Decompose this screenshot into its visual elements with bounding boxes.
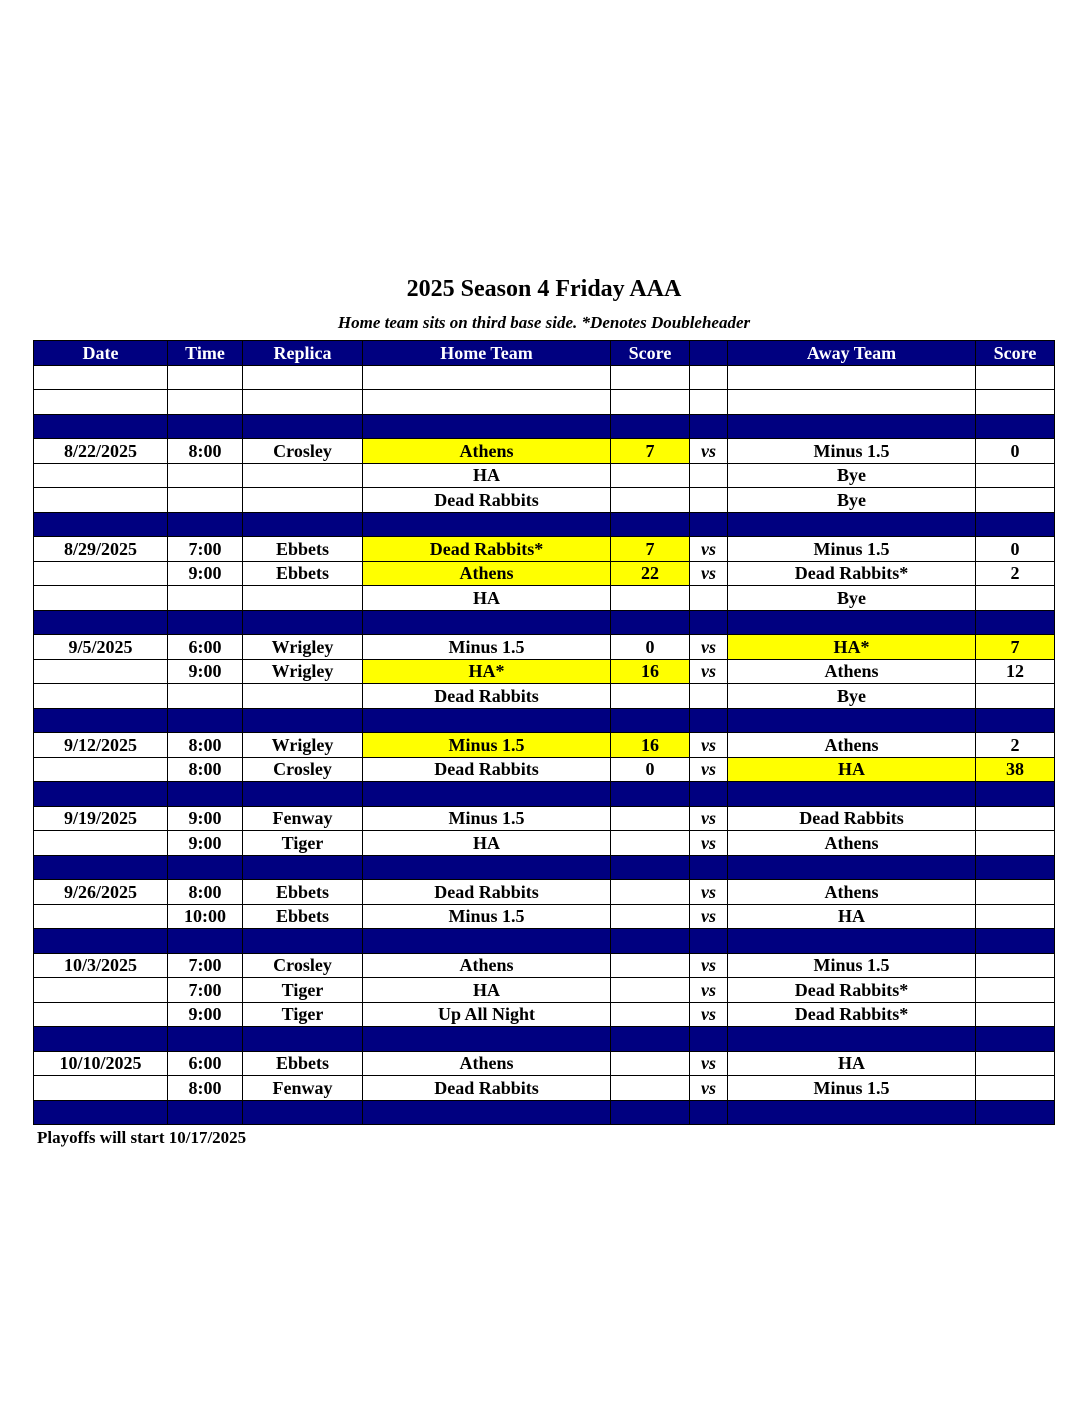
schedule-body — [34, 365, 1055, 1125]
cell-time: 7:00 — [168, 537, 243, 562]
cell-time: 6:00 — [168, 1051, 243, 1076]
cell-home-score — [611, 1051, 690, 1076]
cell-home-score — [611, 1076, 690, 1101]
cell-home-score — [611, 806, 690, 831]
cell-away-score — [976, 488, 1055, 513]
cell-away-team: HA — [728, 757, 976, 782]
separator-cell — [243, 610, 363, 635]
cell-away-team: Dead Rabbits — [728, 806, 976, 831]
cell-date — [34, 561, 168, 586]
cell-home-score — [611, 953, 690, 978]
cell-away-score: 7 — [976, 635, 1055, 660]
cell-replica — [243, 684, 363, 709]
separator-cell — [976, 1027, 1055, 1052]
cell-replica: Crosley — [243, 953, 363, 978]
cell-vs: vs — [690, 561, 728, 586]
separator-cell — [363, 855, 611, 880]
separator-cell — [728, 782, 976, 807]
separator-cell — [976, 782, 1055, 807]
cell-replica: Wrigley — [243, 659, 363, 684]
cell-home-team: Athens — [363, 439, 611, 464]
cell-vs: vs — [690, 1051, 728, 1076]
separator-cell — [34, 1027, 168, 1052]
cell-away-score — [976, 904, 1055, 929]
cell-vs: vs — [690, 1076, 728, 1101]
cell-home-team: Minus 1.5 — [363, 806, 611, 831]
cell-replica: Ebbets — [243, 880, 363, 905]
cell-home-team: Dead Rabbits — [363, 684, 611, 709]
header-date: Date — [34, 341, 168, 366]
cell-replica: Ebbets — [243, 537, 363, 562]
separator-row — [34, 855, 1055, 880]
table-row — [34, 390, 1055, 415]
cell-vs — [690, 586, 728, 611]
header-vs — [690, 341, 728, 366]
cell-home-team — [363, 390, 611, 415]
separator-cell — [976, 414, 1055, 439]
separator-cell — [690, 1027, 728, 1052]
cell-away-score — [976, 365, 1055, 390]
separator-cell — [363, 782, 611, 807]
cell-home-score — [611, 831, 690, 856]
header-home-score: Score — [611, 341, 690, 366]
cell-home-team: Minus 1.5 — [363, 733, 611, 758]
cell-home-team: Dead Rabbits — [363, 488, 611, 513]
cell-home-score: 16 — [611, 659, 690, 684]
separator-cell — [168, 782, 243, 807]
cell-date: 9/26/2025 — [34, 880, 168, 905]
cell-date: 9/19/2025 — [34, 806, 168, 831]
cell-vs — [690, 488, 728, 513]
cell-replica — [243, 365, 363, 390]
separator-cell — [611, 782, 690, 807]
cell-vs: vs — [690, 978, 728, 1003]
separator-cell — [363, 708, 611, 733]
cell-date: 10/3/2025 — [34, 953, 168, 978]
cell-away-team: Dead Rabbits* — [728, 978, 976, 1003]
separator-cell — [728, 855, 976, 880]
header-home-team: Home Team — [363, 341, 611, 366]
cell-date — [34, 904, 168, 929]
cell-home-score — [611, 880, 690, 905]
cell-away-team: Dead Rabbits* — [728, 561, 976, 586]
cell-date: 9/5/2025 — [34, 635, 168, 660]
separator-cell — [976, 512, 1055, 537]
cell-replica: Ebbets — [243, 904, 363, 929]
cell-replica — [243, 488, 363, 513]
cell-home-score — [611, 463, 690, 488]
cell-away-team: Minus 1.5 — [728, 953, 976, 978]
page-title: 2025 Season 4 Friday AAA — [406, 276, 682, 302]
cell-replica: Fenway — [243, 1076, 363, 1101]
cell-away-team: Athens — [728, 880, 976, 905]
cell-replica: Crosley — [243, 439, 363, 464]
cell-home-team: Athens — [363, 953, 611, 978]
separator-cell — [976, 929, 1055, 954]
table-row — [34, 659, 1055, 684]
page-subtitle: Home team sits on third base side. *Denotes Doubleheader — [337, 313, 751, 332]
header-replica: Replica — [243, 341, 363, 366]
separator-cell — [243, 1100, 363, 1125]
cell-home-team — [363, 365, 611, 390]
separator-cell — [34, 610, 168, 635]
separator-cell — [611, 929, 690, 954]
separator-cell — [363, 1100, 611, 1125]
separator-cell — [168, 1100, 243, 1125]
cell-home-team: HA — [363, 586, 611, 611]
separator-row — [34, 610, 1055, 635]
table-row — [34, 733, 1055, 758]
separator-cell — [728, 708, 976, 733]
cell-date: 9/12/2025 — [34, 733, 168, 758]
cell-home-score — [611, 365, 690, 390]
table-row — [34, 757, 1055, 782]
separator-cell — [168, 414, 243, 439]
separator-cell — [611, 708, 690, 733]
separator-cell — [363, 929, 611, 954]
cell-home-team: HA — [363, 978, 611, 1003]
cell-away-score: 0 — [976, 439, 1055, 464]
cell-vs — [690, 390, 728, 415]
separator-row — [34, 708, 1055, 733]
cell-home-score: 16 — [611, 733, 690, 758]
separator-cell — [690, 929, 728, 954]
cell-replica — [243, 586, 363, 611]
header-time: Time — [168, 341, 243, 366]
separator-cell — [690, 855, 728, 880]
cell-time: 8:00 — [168, 880, 243, 905]
separator-cell — [690, 512, 728, 537]
cell-away-score — [976, 953, 1055, 978]
separator-cell — [34, 1100, 168, 1125]
separator-cell — [690, 1100, 728, 1125]
separator-cell — [611, 1027, 690, 1052]
cell-vs — [690, 684, 728, 709]
separator-cell — [168, 512, 243, 537]
cell-away-team: Bye — [728, 463, 976, 488]
cell-away-team — [728, 365, 976, 390]
cell-home-team: HA — [363, 831, 611, 856]
cell-away-team: Bye — [728, 684, 976, 709]
cell-time: 8:00 — [168, 733, 243, 758]
cell-replica — [243, 463, 363, 488]
cell-time: 10:00 — [168, 904, 243, 929]
table-row — [34, 463, 1055, 488]
cell-home-score — [611, 1002, 690, 1027]
cell-away-score — [976, 831, 1055, 856]
header-row — [34, 341, 1055, 366]
cell-replica: Tiger — [243, 831, 363, 856]
cell-replica: Tiger — [243, 978, 363, 1003]
cell-away-team: Minus 1.5 — [728, 439, 976, 464]
cell-home-team: Athens — [363, 1051, 611, 1076]
cell-away-team: HA* — [728, 635, 976, 660]
cell-home-team: Minus 1.5 — [363, 635, 611, 660]
cell-date — [34, 978, 168, 1003]
cell-replica: Tiger — [243, 1002, 363, 1027]
separator-cell — [168, 1027, 243, 1052]
cell-date — [34, 1002, 168, 1027]
table-row — [34, 978, 1055, 1003]
cell-home-score: 7 — [611, 439, 690, 464]
separator-cell — [34, 855, 168, 880]
cell-home-score — [611, 684, 690, 709]
cell-home-score — [611, 978, 690, 1003]
separator-cell — [34, 782, 168, 807]
separator-cell — [690, 610, 728, 635]
table-row — [34, 806, 1055, 831]
separator-cell — [690, 708, 728, 733]
cell-replica: Crosley — [243, 757, 363, 782]
cell-away-score — [976, 390, 1055, 415]
cell-away-score — [976, 1002, 1055, 1027]
separator-cell — [243, 929, 363, 954]
separator-cell — [363, 414, 611, 439]
cell-time: 9:00 — [168, 831, 243, 856]
cell-home-score — [611, 488, 690, 513]
cell-replica: Wrigley — [243, 733, 363, 758]
separator-cell — [976, 708, 1055, 733]
table-row — [34, 831, 1055, 856]
table-row — [34, 1051, 1055, 1076]
cell-date — [34, 390, 168, 415]
cell-date — [34, 586, 168, 611]
cell-replica: Ebbets — [243, 561, 363, 586]
table-row — [34, 904, 1055, 929]
cell-vs: vs — [690, 659, 728, 684]
cell-away-score — [976, 1051, 1055, 1076]
cell-away-team: Athens — [728, 733, 976, 758]
cell-date — [34, 831, 168, 856]
table-row — [34, 488, 1055, 513]
cell-time — [168, 390, 243, 415]
cell-time — [168, 488, 243, 513]
cell-home-team: Dead Rabbits — [363, 757, 611, 782]
cell-home-team: Dead Rabbits* — [363, 537, 611, 562]
separator-cell — [34, 708, 168, 733]
cell-time: 9:00 — [168, 561, 243, 586]
cell-away-team: Athens — [728, 659, 976, 684]
table-row — [34, 1076, 1055, 1101]
cell-vs: vs — [690, 953, 728, 978]
separator-cell — [168, 929, 243, 954]
cell-home-score: 22 — [611, 561, 690, 586]
cell-vs: vs — [690, 1002, 728, 1027]
cell-away-score — [976, 1076, 1055, 1101]
cell-date — [34, 757, 168, 782]
cell-away-team: HA — [728, 1051, 976, 1076]
cell-away-team: Minus 1.5 — [728, 1076, 976, 1101]
cell-time: 7:00 — [168, 978, 243, 1003]
cell-time — [168, 586, 243, 611]
cell-vs — [690, 463, 728, 488]
separator-cell — [611, 414, 690, 439]
table-row — [34, 880, 1055, 905]
cell-time: 9:00 — [168, 1002, 243, 1027]
cell-vs: vs — [690, 635, 728, 660]
separator-cell — [243, 414, 363, 439]
separator-cell — [690, 782, 728, 807]
cell-home-score — [611, 904, 690, 929]
cell-away-team: Athens — [728, 831, 976, 856]
cell-replica: Ebbets — [243, 1051, 363, 1076]
cell-away-team: Bye — [728, 488, 976, 513]
table-row — [34, 684, 1055, 709]
cell-date: 8/29/2025 — [34, 537, 168, 562]
table-row — [34, 439, 1055, 464]
separator-cell — [34, 512, 168, 537]
cell-home-team: HA* — [363, 659, 611, 684]
cell-replica: Fenway — [243, 806, 363, 831]
cell-away-team: Dead Rabbits* — [728, 1002, 976, 1027]
separator-cell — [611, 855, 690, 880]
separator-cell — [690, 414, 728, 439]
table-row — [34, 1002, 1055, 1027]
separator-cell — [363, 512, 611, 537]
table-row — [34, 586, 1055, 611]
cell-date: 10/10/2025 — [34, 1051, 168, 1076]
cell-home-team: Up All Night — [363, 1002, 611, 1027]
cell-away-score — [976, 684, 1055, 709]
cell-away-score: 12 — [976, 659, 1055, 684]
cell-home-team: Dead Rabbits — [363, 1076, 611, 1101]
cell-away-score — [976, 978, 1055, 1003]
separator-cell — [728, 929, 976, 954]
cell-away-score: 38 — [976, 757, 1055, 782]
table-row — [34, 365, 1055, 390]
cell-vs: vs — [690, 537, 728, 562]
cell-vs: vs — [690, 880, 728, 905]
cell-vs: vs — [690, 757, 728, 782]
separator-cell — [243, 855, 363, 880]
cell-vs: vs — [690, 806, 728, 831]
footer-note: Playoffs will start 10/17/2025 — [37, 1128, 247, 1147]
cell-away-team — [728, 390, 976, 415]
cell-home-score — [611, 390, 690, 415]
cell-vs: vs — [690, 733, 728, 758]
cell-time: 7:00 — [168, 953, 243, 978]
cell-time — [168, 365, 243, 390]
table-row — [34, 537, 1055, 562]
cell-away-team: HA — [728, 904, 976, 929]
cell-home-team: Dead Rabbits — [363, 880, 611, 905]
separator-cell — [976, 610, 1055, 635]
separator-cell — [728, 1100, 976, 1125]
separator-cell — [611, 1100, 690, 1125]
separator-cell — [728, 610, 976, 635]
cell-vs: vs — [690, 831, 728, 856]
cell-date — [34, 1076, 168, 1101]
header-away-score: Score — [976, 341, 1055, 366]
table-row — [34, 561, 1055, 586]
cell-vs: vs — [690, 904, 728, 929]
cell-replica — [243, 390, 363, 415]
cell-date — [34, 463, 168, 488]
cell-date — [34, 659, 168, 684]
cell-date — [34, 365, 168, 390]
separator-cell — [34, 414, 168, 439]
separator-cell — [243, 782, 363, 807]
cell-time: 8:00 — [168, 439, 243, 464]
separator-cell — [728, 414, 976, 439]
separator-cell — [976, 1100, 1055, 1125]
cell-away-score — [976, 806, 1055, 831]
cell-date: 8/22/2025 — [34, 439, 168, 464]
separator-cell — [611, 610, 690, 635]
cell-away-score: 0 — [976, 537, 1055, 562]
cell-home-team: HA — [363, 463, 611, 488]
separator-cell — [363, 610, 611, 635]
cell-time: 9:00 — [168, 806, 243, 831]
separator-cell — [243, 512, 363, 537]
table-row — [34, 953, 1055, 978]
cell-away-team: Minus 1.5 — [728, 537, 976, 562]
separator-cell — [168, 610, 243, 635]
separator-cell — [611, 512, 690, 537]
cell-away-team: Bye — [728, 586, 976, 611]
separator-cell — [363, 1027, 611, 1052]
cell-away-score — [976, 463, 1055, 488]
cell-time: 6:00 — [168, 635, 243, 660]
cell-home-team: Minus 1.5 — [363, 904, 611, 929]
cell-vs: vs — [690, 439, 728, 464]
separator-cell — [34, 929, 168, 954]
separator-cell — [728, 512, 976, 537]
cell-away-score — [976, 586, 1055, 611]
separator-row — [34, 929, 1055, 954]
separator-cell — [243, 1027, 363, 1052]
cell-time: 8:00 — [168, 1076, 243, 1101]
cell-time — [168, 684, 243, 709]
cell-home-score — [611, 586, 690, 611]
separator-row — [34, 414, 1055, 439]
separator-cell — [976, 855, 1055, 880]
cell-home-score: 0 — [611, 757, 690, 782]
separator-cell — [168, 708, 243, 733]
cell-home-team: Athens — [363, 561, 611, 586]
cell-away-score — [976, 880, 1055, 905]
schedule-table — [33, 340, 1055, 1125]
cell-date — [34, 684, 168, 709]
cell-time: 9:00 — [168, 659, 243, 684]
cell-away-score: 2 — [976, 733, 1055, 758]
cell-home-score: 7 — [611, 537, 690, 562]
separator-cell — [168, 855, 243, 880]
separator-row — [34, 782, 1055, 807]
cell-time — [168, 463, 243, 488]
separator-row — [34, 1027, 1055, 1052]
header-away-team: Away Team — [728, 341, 976, 366]
cell-vs — [690, 365, 728, 390]
cell-away-score: 2 — [976, 561, 1055, 586]
cell-time: 8:00 — [168, 757, 243, 782]
cell-home-score: 0 — [611, 635, 690, 660]
separator-cell — [728, 1027, 976, 1052]
separator-row — [34, 1100, 1055, 1125]
table-row — [34, 635, 1055, 660]
separator-cell — [243, 708, 363, 733]
cell-replica: Wrigley — [243, 635, 363, 660]
separator-row — [34, 512, 1055, 537]
cell-date — [34, 488, 168, 513]
